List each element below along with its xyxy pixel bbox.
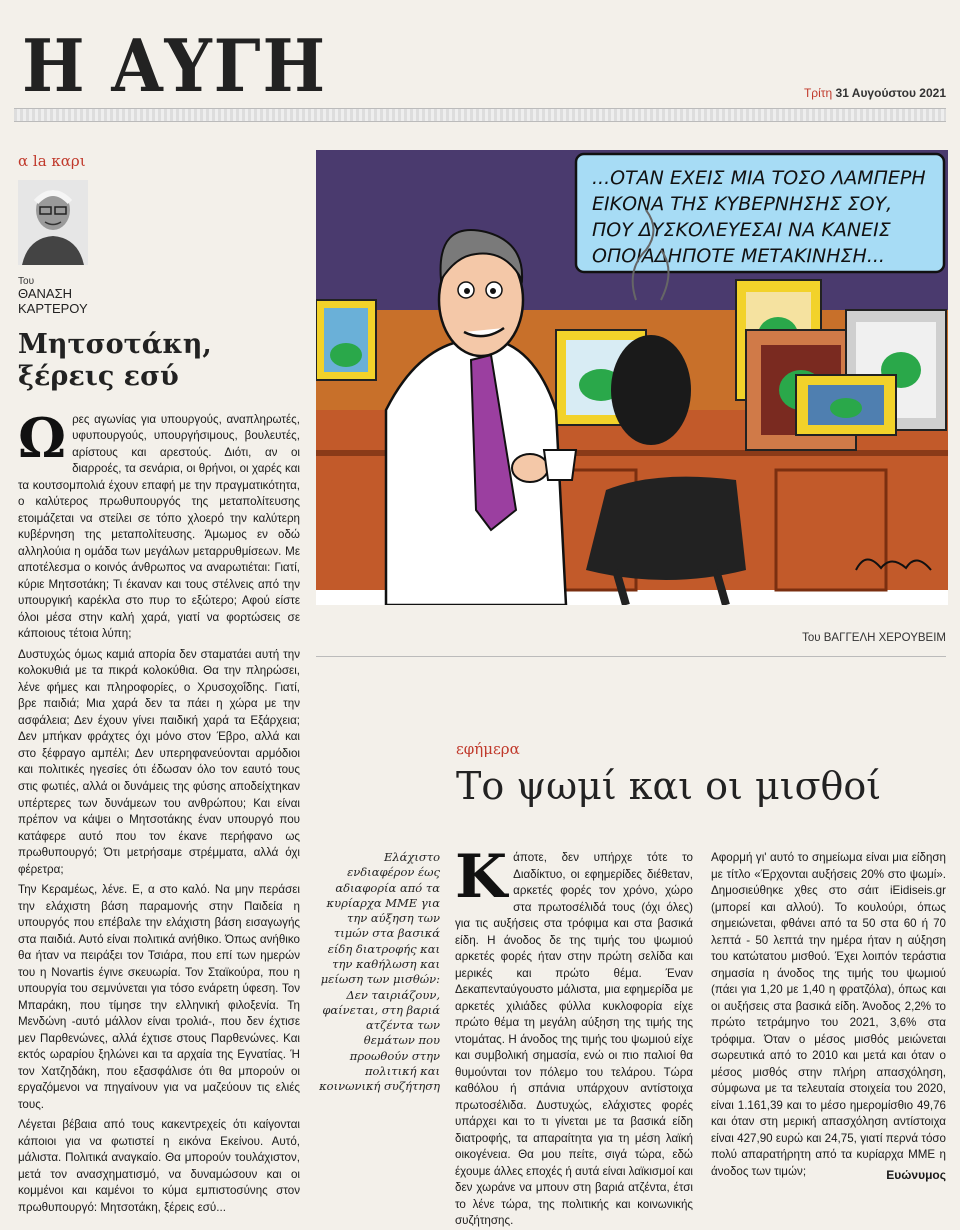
speech-line-4: ΟΠΟΙΑΔΗΠΟΤΕ ΜΕΤΑΚΙΝΗΣΗ... xyxy=(592,245,885,267)
author-name-1: ΘΑΝΑΣΗ xyxy=(18,286,73,301)
author-portrait xyxy=(18,180,88,265)
editorial-signature: Ευώνυμος xyxy=(886,1168,946,1182)
speech-line-3: ΠΟΥ ΔΥΣΚΟΛΕΥΕΣΑΙ ΝΑ ΚΑΝΕΙΣ xyxy=(592,219,891,241)
editorial-column-2: Αφορμή γι' αυτό το σημείωμα είναι μια είδηση με τίτλο «Έρχονται αυξήσεις 20% στο ψωμί». Δημοσιεύθηκε χθες στο σάιτ iEidiseis.gr (μπορεί και αλλού). Το κουλούρι, όπως σημειώνεται, φθάνει από τα 50 στα 60 ή 70 λεπτά - 50 λεπτά την ημέρα ήταν η αύξηση του κατώτατου μισθού. Έχει λοιπόν τεράστια σημασία η άνοδος της τιμής του ψωμιού (πάει για 1,20 με 1,40 η φρατζόλα), όπως και οι αυξήσεις στα βασικά είδη. Άνοδος 2,2% το πρώτο τετράμηνο του 2021, 3,6% στα τρόφιμα. Όταν ο μέσος μισθός μειώνεται σωρευτικά από το 2010 και μετά και όταν ο μέσος μισθός στην πλήρη απασχόληση, σύμφωνα με τα τελευταία στοιχεία του 2020, είναι 1.161,39 και το μέσο ημερομίσθιο 49,76 και όταν στη μερική απασχόληση αντίστοιχα είναι 427,90 ευρώ και 24,75, γιατί περνά τόσο πολύ απαρατήρητη από τα κυρίαρχα ΜΜΕ η άνοδος των τιμών; xyxy=(711,851,946,1178)
editorial-kicker: εφήμερα xyxy=(456,740,520,758)
column-paragraph: Δυστυχώς όμως καμιά απορία δεν σταματάει αυτή την κολοκυθιά με τα πικρά κολοκύθια. Θα την πληρώσει, λένε φήμες και πληροφορίες, ο Χρυσοχοΐδης. Γιατί, βρε παιδιά; Μια χαρά δεν τα πάει η χώρα με την ασφάλεια; Δεν έχουν γίνει παιδική χαρά τα Εξάρχεια; Δεν μπήκαν φράχτες όχι μόνο στον Έβρο, αλλά και στο ξέφραγο αμπέλι; Δεν υπερηφανεύονται αρμόδιοι και πολιτικές ηγεσίες ότι έδωσαν όλο τον εαυτό τους στις φωτιές, αλλά οι δυνάμεις της φύσης αποδείχτηκαν υπέρτερες των δυνάμεων του ανθρώπου; Και είναι πρέπον να κάψει ο Μητσοτάκης έναν υπουργό που κατάφερε αυτό που τον έκανε περήφανο ως πρωθυπουργό; Ότι μετρήσαμε στρέμματα, αλλά όχι φέρετρα; xyxy=(18,647,300,876)
cartoon-credit: Του ΒΑΓΓΕΛΗ ΧΕΡΟΥΒΕΙΜ xyxy=(802,632,946,644)
column-paragraph xyxy=(18,405,300,643)
editorial-body-a: άποτε, δεν υπήρχε τότε το Διαδίκτυο, οι εφημερίδες διέθεταν, αρκετές φορές τον χρόνο, χώρο στα πρωτοσέλιδά τους (όχι όλες) για τις αυξήσεις στα τρόφιμα και στα βασικά είδη. Η άνοδος δε της τιμής του ψωμιού αρκετές φορές ήταν στην πρώτη σελίδα και μερικές και πρώτο θέμα. Έναν Δεκαπενταύγουστο μάλιστα, μια εφημερίδα με αρκετές χιλιάδες φύλλα κυκλοφορία είχε πρώτο θέμα τη μεγάλη αύξηση της τιμής της ντομάτας. Η άνοδος της τιμής του ψωμιού είχε και συμβολική σημασία, ενώ οι πιο παλιοί θα θυμούνται τον πόλεμο του τελάρου. Τώρα καθόλου ή σπάνια υπάρχουν αντίστοιχα πρωτοσέλιδα. Δυστυχώς, ελάχιστες φορές υπάρχει και το τι γίνεται με τα βασικά είδη διατροφής, τα απαραίτητα για τη μέση λαϊκή οικογένεια. Θα μου πείτε, σιγά τώρα, εδώ έχουμε άλλες εποχές ή αυτά είναι λαϊκισμοί και δεν χωράνε να μπουν στη βαριά ατζέντα, έτσι το λένε τώρα, της πολιτικής και κοινωνικής συζήτησης. xyxy=(455,851,693,1228)
speech-line-1: ...ΟΤΑΝ ΕΧΕΙΣ ΜΙΑ ΤΟΣΟ ΛΑΜΠΕΡΗ xyxy=(592,167,926,189)
editorial-pullquote: Ελάχιστο ενδιαφέρον έως αδιαφορία από τα κυρίαρχα ΜΜΕ για την αύξηση των τιμών στα βασικά είδη διατροφής και την καθήλωση και μείωση των μισθών: Δεν ταιριάζουν, φαίνεται, στη βαριά ατζέντα των θεμάτων που προωθούν στην πολιτική και κοινωνική συζήτηση xyxy=(319,850,440,1094)
political-cartoon xyxy=(316,150,948,605)
frog-portrait-frame xyxy=(316,300,376,380)
author-name-2: ΚΑΡΤΕΡΟΥ xyxy=(18,300,88,316)
header-band xyxy=(14,108,946,122)
column-paragraph: Την Κεραμέως, λένε. Ε, α στο καλό. Να μην περάσει την ελάχιστη βάση παραμονής στην Παιδεία η υπουργός που επέβαλε την ελάχιστη βάση εισαγωγής στα παιδιά. Αυτό είναι πολιτικά ανήθικο. Όπως ανήθικο θα ήταν να πειράξει τον Τσιάρα, που επί των ημερών του η Novartis έγινε σκευωρία. Τον Σταϊκούρα, που η υπουργία του σεμνύνεται για τόσο ενάρετη ύφεση. Τον Μπαράκη, που τίμησε την ελληνική φιλοξενία. Τη Μενδώνη -αυτό μάλλον είναι τρολιά-, που δεν έχτισε μεν Παρθενώνες, αλλά έχτισε στους Παρθενώνες. Και εκτός ωραρίου ξηλώνει και τα αρχαία της Εγνατίας. Ή τον Χατζηδάκη, που εξασφάλισε ότι θα μπορούν οι εργαζόμενοι να πηγαίνουν για να μαζεύουν τις ελιές τους. xyxy=(18,883,300,1111)
column-paragraph: Λέγεται βέβαια από τους κακεντρεχείς ότι καίγονται κάποιοι για να φωτιστεί η εικόνα Εκείνου. Αυτό, μάλιστα. Πολιτικά αναγκαίο. Θα μπορούν τουλάχιστον, μετά τον ανασχηματισμό, να δυναμώσουν και οι κομμένοι και καμένοι το κύμα εμπιστοσύνης στον πρωθυπουργό: Μητσοτάκη, ξέρεις εσύ... xyxy=(18,1118,300,1214)
masthead-logo: Η ΑΥΓΗ xyxy=(22,23,327,108)
issue-day: Τρίτη xyxy=(803,86,833,100)
issue-date-text: 31 Αυγούστου 2021 xyxy=(835,86,946,100)
speech-bubble xyxy=(576,154,944,272)
column-paragraph-text: ρες αγωνίας για υπουργούς, αναπληρωτές, υφυπουργούς, υπουργήσιμους, βουλευτές, αρίστους και αρεστούς. Διότι, αν οι διαρροές, τα σενάρια, οι θρήνοι, οι χαρές και τα κουτσομπολιά έχουν επαφή με την πραγματικότητα, ο καλύτερος πρωθυπουργός της μεταπολίτευσης ετοιμάζεται να στείλει σε τόπο χλοερό την καλύτερη κυβέρνηση της μεταπολίτευσης. Άμωμος εν οδώ αλληλούια η ομάδα των μεγάλων μεταρρυθμίσεων. Με αποτέλεσμα ο κοινός άνθρωπος να αναρωτιέται: Γιατί, κύριε Μητσοτάκη; Τι έκαναν και τους στέλνεις από την υπουργική καρέκλα στο πυρ το εξώτερο; Αφού είστε όλοι μέσα στην καλή χαρά, γιατί να φορτώσεις σε κάποιους τέτοια λύπη; xyxy=(18,412,300,641)
editorial-column-1 xyxy=(455,842,693,1230)
editorial-headline: Το ψωμί και οι μισθοί xyxy=(456,764,882,808)
speech-line-2: ΕΙΚΟΝΑ ΤΗΣ ΚΥΒΕΡΝΗΣΗΣ ΣΟΥ, xyxy=(592,193,893,215)
frog-portrait-frame xyxy=(796,375,896,435)
column-kicker: α la καρι xyxy=(18,152,86,170)
column-dropcap: Ω xyxy=(18,405,67,470)
issue-date xyxy=(804,86,946,100)
column-body xyxy=(18,405,300,1217)
byline-prefix: Του xyxy=(18,276,35,287)
editorial-dropcap: Κ xyxy=(455,842,508,912)
section-divider xyxy=(316,656,946,657)
column-headline: Μητσοτάκη, ξέρεις εσύ xyxy=(18,328,212,393)
column-article xyxy=(18,152,300,1220)
